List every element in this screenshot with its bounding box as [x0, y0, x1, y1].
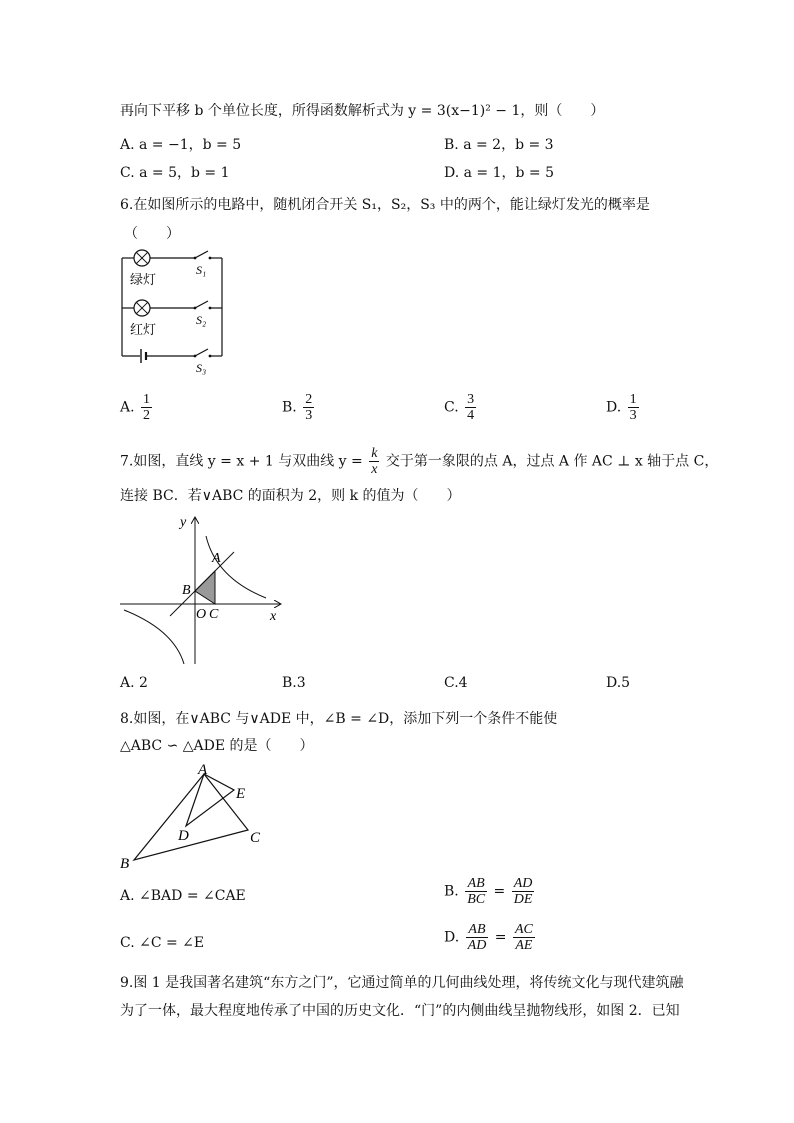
- q5-option-a[interactable]: A. a = −1，b = 5: [120, 137, 242, 153]
- q7-hyperbola-fraction: $\frac{k}{x}$: [371, 446, 378, 477]
- point-c-label: C: [209, 607, 219, 622]
- q6-option-b-prefix: B.: [282, 399, 297, 416]
- q6-option-d-fraction: $\frac{1}{3}$: [629, 392, 637, 423]
- q5-option-c[interactable]: C. a = 5，b = 1: [120, 165, 230, 181]
- q8-point-c-label: C: [250, 830, 261, 846]
- red-lamp-icon: [134, 300, 150, 316]
- switch-s1-label: S₁: [196, 263, 207, 277]
- q5-option-d[interactable]: D. a = 1，b = 5: [444, 165, 555, 181]
- switch-s2-label: S₂: [196, 313, 207, 327]
- q7-option-a[interactable]: A. 2: [120, 675, 148, 691]
- q6-option-a[interactable]: [120, 392, 154, 423]
- switch-s3-icon: [194, 349, 212, 357]
- q8-option-d-equals: =: [494, 929, 507, 946]
- q6-option-a-prefix: A.: [120, 399, 135, 416]
- q9-stem-line2: 为了一体，最大程度地传承了中国的历史文化．“门”的内侧曲线呈抛物线形，如图 2．已知: [120, 1003, 680, 1019]
- q8-option-d[interactable]: [444, 922, 537, 953]
- circuit-diagram: [114, 246, 234, 376]
- x-axis-label: x: [270, 609, 277, 624]
- q7-stem-part-a: 7.如图，直线 y = x + 1 与双曲线 y =: [120, 453, 363, 470]
- q8-option-b-fraction-left: $\frac{AB}{BC}$: [467, 876, 486, 907]
- q8-stem-line2: △ABC ∽ △ADE 的是（ ）: [120, 738, 314, 754]
- q6-stem: 6.在如图所示的电路中，随机闭合开关 S₁，S₂，S₃ 中的两个，能让绿灯发光的概率是: [120, 197, 650, 213]
- q6-option-d-prefix: D.: [606, 399, 622, 416]
- q8-triangle-figure: [114, 760, 274, 874]
- switch-s2-icon: [194, 301, 212, 309]
- y-axis-label: y: [180, 515, 187, 530]
- q8-point-d-label: D: [178, 828, 189, 844]
- q7-option-d[interactable]: D.5: [606, 675, 631, 691]
- q8-option-d-fraction-right: $\frac{AC}{AE}$: [514, 922, 533, 953]
- q7-graph: [118, 512, 288, 668]
- q8-option-d-prefix: D.: [444, 929, 460, 946]
- q8-stem-line1: 8.如图，在∨ABC 与∨ADE 中，∠B = ∠D，添加下列一个条件不能使: [120, 711, 558, 727]
- point-a-label: A: [212, 551, 221, 566]
- q6-option-d[interactable]: [606, 392, 641, 423]
- q9-stem-line1: 9.图 1 是我国著名建筑“东方之门”，它通过简单的几何曲线处理，将传统文化与现代建筑融: [120, 975, 684, 991]
- q6-option-c-prefix: C.: [444, 399, 459, 416]
- q8-point-b-label: B: [120, 856, 130, 872]
- red-lamp-label: 红灯: [130, 323, 157, 338]
- origin-label: O: [196, 607, 207, 622]
- q6-option-b[interactable]: [282, 392, 316, 423]
- q8-option-c[interactable]: C. ∠C = ∠E: [120, 935, 205, 951]
- q7-option-c[interactable]: C.4: [444, 675, 468, 691]
- q6-option-c-fraction: $\frac{3}{4}$: [467, 392, 475, 423]
- q5-option-b[interactable]: B. a = 2，b = 3: [444, 137, 554, 153]
- q7-stem-line1: [120, 446, 718, 477]
- q8-option-b-fraction-right: $\frac{AD}{DE}$: [513, 876, 533, 907]
- q8-option-d-fraction-left: $\frac{AB}{AD}$: [467, 922, 487, 953]
- green-lamp-icon: [134, 250, 150, 266]
- q6-option-c[interactable]: [444, 392, 478, 423]
- battery-icon: [141, 349, 146, 363]
- q8-point-a-label: A: [198, 762, 208, 778]
- green-lamp-label: 绿灯: [130, 273, 157, 288]
- q8-option-b-equals: =: [493, 883, 506, 900]
- switch-s3-label: S₃: [196, 361, 207, 375]
- q5-stem: 再向下平移 b 个单位长度，所得函数解析式为 y = 3(x−1)² − 1，则（ ）: [120, 103, 605, 119]
- q7-stem-part-b: 交于第一象限的点 A，过点 A 作 AC ⊥ x 轴于点 C，: [385, 453, 719, 470]
- q6-option-a-fraction: $\frac{1}{2}$: [143, 392, 151, 423]
- q8-point-e-label: E: [236, 786, 246, 802]
- switch-s1-icon: [194, 251, 212, 259]
- q8-option-b[interactable]: [444, 876, 536, 907]
- q7-stem-line2: 连接 BC．若∨ABC 的面积为 2，则 k 的值为（ ）: [120, 488, 461, 504]
- q8-option-a[interactable]: A. ∠BAD = ∠CAE: [120, 888, 246, 904]
- q7-option-b[interactable]: B.3: [282, 675, 306, 691]
- q6-option-b-fraction: $\frac{2}{3}$: [305, 392, 313, 423]
- point-b-label: B: [182, 583, 191, 598]
- q8-option-b-prefix: B.: [444, 883, 459, 900]
- q6-answer-paren: （ ）: [124, 226, 180, 242]
